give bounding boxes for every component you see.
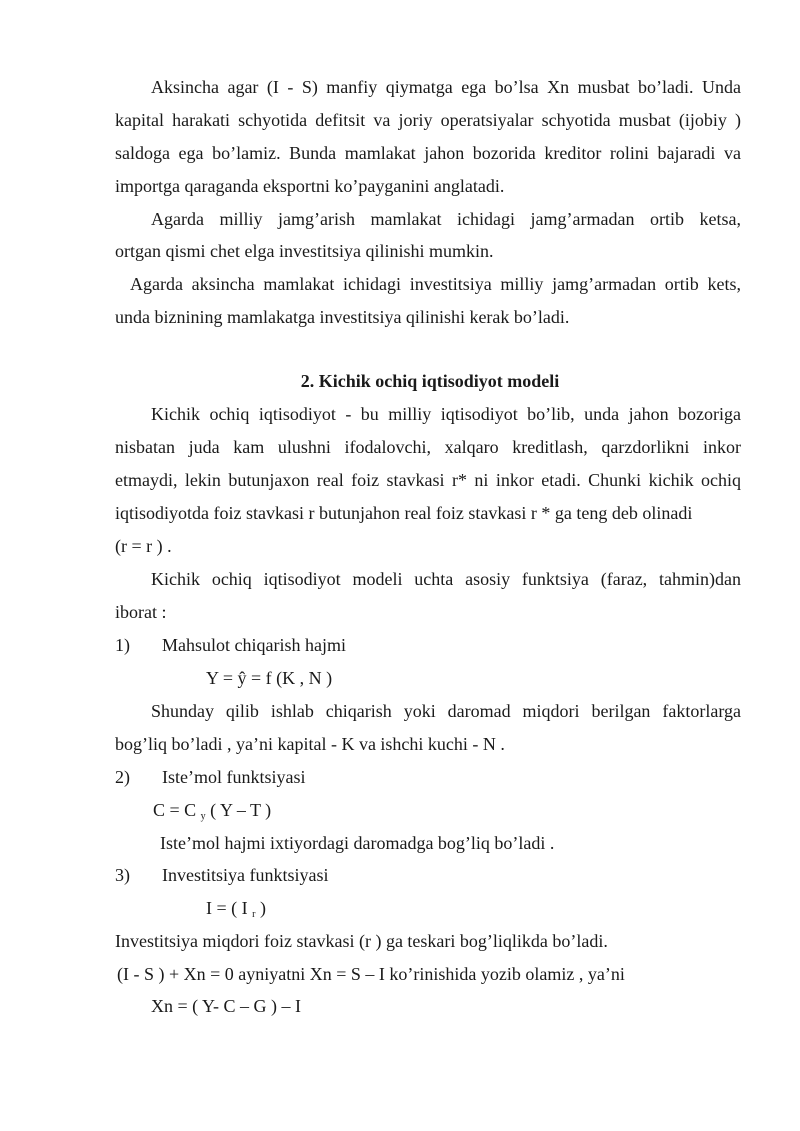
paragraph-4-line-4: iqtisodiyotda foiz stavkasi r butunjahon real foiz stavkasi r * ga teng deb olinadi <box>115 503 693 523</box>
formula-investment <box>206 897 266 919</box>
list-number-2: 2) <box>115 767 130 787</box>
formula-investment-sub: r <box>252 909 256 920</box>
paragraph-6-line-2: bog’liq bo’ladi , ya’ni kapital - K va ishchi kuchi - N . <box>115 734 505 754</box>
paragraph-7: Investitsiya miqdori foiz stavkasi (r ) ga teskari bog’liqlikda bo’ladi. <box>115 931 608 951</box>
formula-net-exports: Xn = ( Y- C – G ) – I <box>151 996 301 1016</box>
paragraph-8: (I - S ) + Xn = 0 ayniyatni Xn = S – I ko’rinishida yozib olamiz , ya’ni <box>117 964 625 984</box>
formula-consumption-sub: y <box>200 811 206 822</box>
formula-consumption-post: ( Y – T ) <box>205 800 272 820</box>
paragraph-1-line-2: kapital harakati schyotida defitsit va joriy operatsiyalar schyotida musbat (ijobiy ) <box>115 110 741 130</box>
paragraph-1-line-1: Aksincha agar (I - S) manfiy qiymatga ega bo’lsa Xn musbat bo’ladi. Unda <box>151 77 741 97</box>
paragraph-6-line-1: Shunday qilib ishlab chiqarish yoki daromad miqdori berilgan faktorlarga <box>151 701 741 721</box>
paragraph-4-line-2: nisbatan juda kam ulushni ifodalovchi, xalqaro kreditlash, qarzdorlikni inkor <box>115 437 741 457</box>
paragraph-4-line-5: (r = r ) . <box>115 536 172 556</box>
paragraph-3-line-1: Agarda aksincha mamlakat ichidagi investitsiya milliy jamg’armadan ortib kets, <box>130 274 741 294</box>
formula-production: Y = ŷ = f (K , N ) <box>206 668 333 688</box>
paragraph-1-line-3: saldoga ega bo’lamiz. Bunda mamlakat jahon bozorida kreditor rolini bajaradi va <box>115 143 741 163</box>
formula-consumption <box>153 799 271 821</box>
paragraph-4-line-3: etmaydi, lekin butunjaxon real foiz stavkasi r* ni inkor etadi. Chunki kichik ochiq <box>115 470 741 490</box>
paragraph-5-line-1: Kichik ochiq iqtisodiyot modeli uchta asosiy funktsiya (faraz, tahmin)dan <box>151 569 741 589</box>
formula-investment-post: ) <box>255 898 266 918</box>
list-item-3-title: Investitsiya funktsiyasi <box>162 865 329 885</box>
paragraph-2-line-1: Agarda milliy jamg’arish mamlakat ichidagi jamg’armadan ortib ketsa, <box>151 209 741 229</box>
list-number-3: 3) <box>115 865 130 885</box>
list-item-1-title: Mahsulot chiqarish hajmi <box>162 635 346 655</box>
paragraph-3-line-2: unda biznining mamlakatga investitsiya qilinishi kerak bo’ladi. <box>115 307 570 327</box>
paragraph-2-line-2: ortgan qismi chet elga investitsiya qilinishi mumkin. <box>115 241 494 261</box>
formula-consumption-pre: C = C <box>153 800 201 820</box>
consumption-note: Iste’mol hajmi ixtiyordagi daromadga bog’liq bo’ladi . <box>160 833 555 853</box>
section-heading: 2. Kichik ochiq iqtisodiyot modeli <box>300 371 560 391</box>
paragraph-4-line-1: Kichik ochiq iqtisodiyot - bu milliy iqtisodiyot bo’lib, unda jahon bozoriga <box>151 404 741 424</box>
paragraph-5-line-2: iborat : <box>115 602 167 622</box>
list-item-2-title: Iste’mol funktsiyasi <box>162 767 306 787</box>
paragraph-1-line-4: importga qaraganda eksportni ko’payganini anglatadi. <box>115 176 505 196</box>
list-number-1: 1) <box>115 635 130 655</box>
formula-investment-pre: I = ( I <box>206 898 253 918</box>
